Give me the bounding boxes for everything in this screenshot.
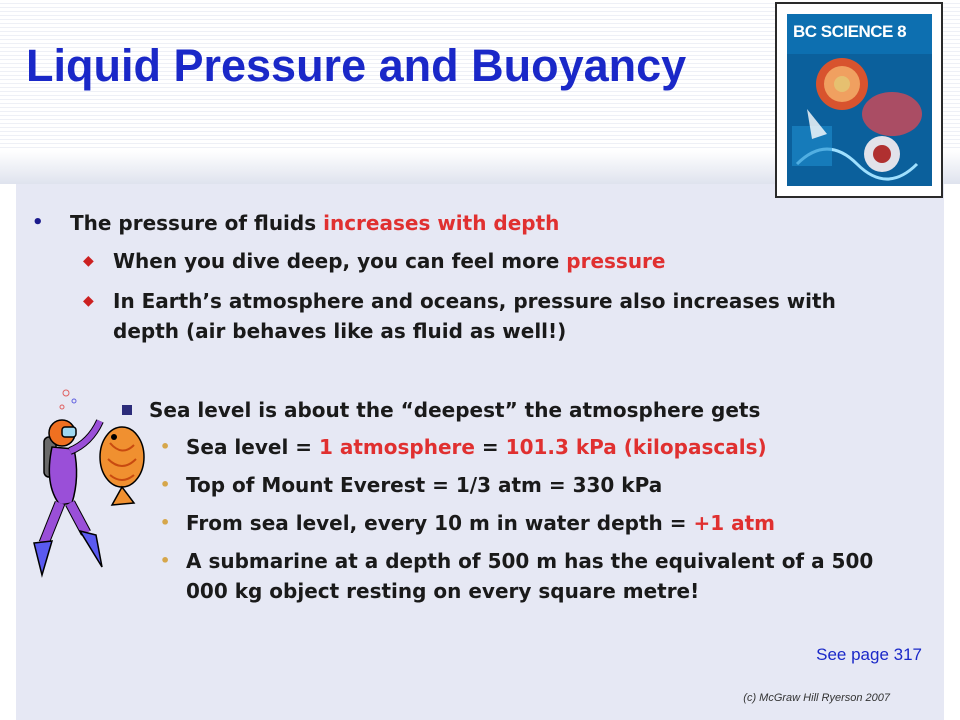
- dot-bullet-icon: •: [160, 513, 171, 532]
- subbullet-atmosphere-oceans: [83, 286, 903, 346]
- dot-bullet-icon: •: [160, 475, 171, 494]
- bullet-text: Top of Mount Everest = 1/3 atm = 330 kPa: [186, 473, 663, 497]
- bullet-text: When you dive deep, you can feel more: [113, 249, 567, 273]
- bullet-text: =: [474, 435, 506, 459]
- dot-bullet-icon: •: [160, 437, 171, 456]
- cover-title: BC SCIENCE 8: [793, 22, 907, 41]
- book-cover-image: [775, 2, 943, 198]
- bullet-text: In Earth’s atmosphere and oceans, pressure also increases with depth (air behaves like as fluid as well!): [113, 289, 836, 343]
- bullet-text: Sea level =: [186, 435, 319, 459]
- subbullet-submarine: [160, 546, 916, 606]
- subbullet-sea-level-atm: [160, 432, 916, 462]
- slide-title: Liquid Pressure and Buoyancy: [26, 40, 687, 91]
- bullet-emphasis: 101.3 kPa (kilopascals): [505, 435, 767, 459]
- diver-clipart-icon: [22, 385, 152, 585]
- dot-bullet-icon: •: [160, 551, 171, 570]
- bullet-pressure-depth: [32, 208, 910, 238]
- bullet-dot-icon: •: [32, 212, 44, 233]
- subbullet-10m-depth: [160, 508, 916, 538]
- bullet-text: A submarine at a depth of 500 m has the equivalent of a 500 000 kg object resting on every square metre!: [186, 549, 874, 603]
- page-reference: See page 317: [816, 645, 922, 664]
- bullet-text: The pressure of fluids: [70, 211, 324, 235]
- bullet-emphasis: pressure: [566, 249, 666, 273]
- diamond-bullet-icon: ◆: [83, 253, 94, 269]
- book-cover-art: [787, 14, 932, 186]
- bullet-emphasis: increases with depth: [323, 211, 560, 235]
- subbullet-everest: [160, 470, 916, 500]
- bullet-sea-level-deepest: [149, 395, 909, 425]
- bullet-emphasis: 1 atmosphere: [319, 435, 475, 459]
- bullet-text: Sea level is about the “deepest” the atmosphere gets: [149, 398, 761, 422]
- bullet-text: From sea level, every 10 m in water depth =: [186, 511, 694, 535]
- diamond-bullet-icon: ◆: [83, 293, 94, 309]
- bullet-emphasis: +1 atm: [693, 511, 775, 535]
- subbullet-dive-deep: [83, 246, 903, 276]
- copyright-notice: (c) McGraw Hill Ryerson 2007: [743, 692, 890, 704]
